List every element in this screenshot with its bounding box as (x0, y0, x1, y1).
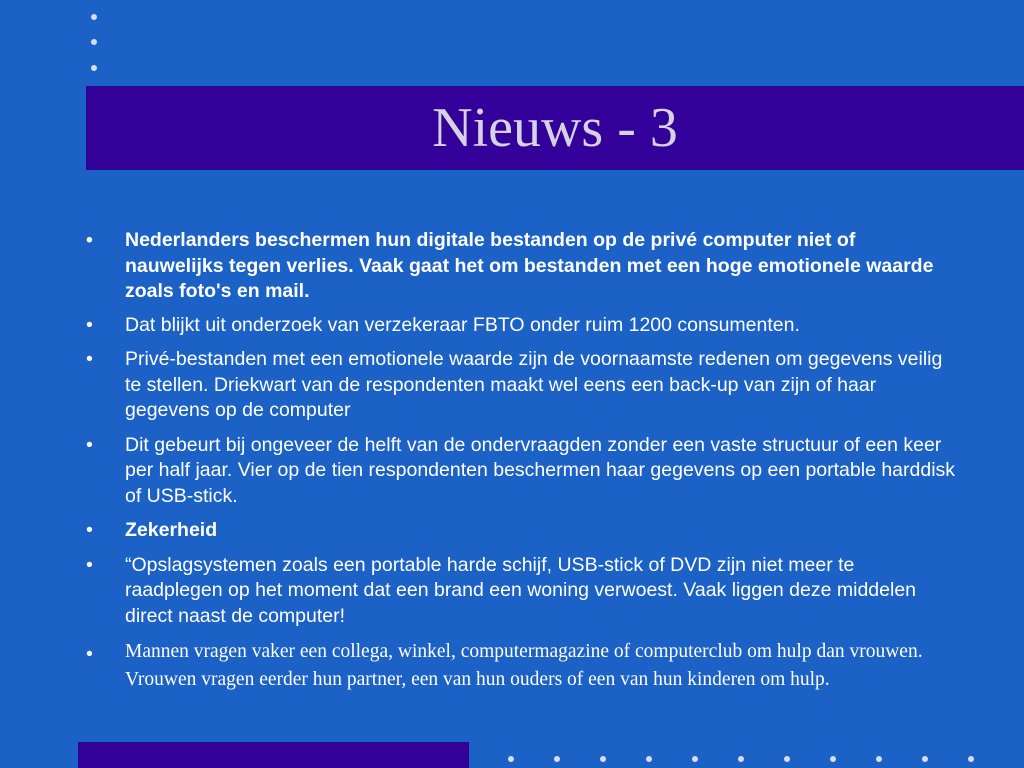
bullet-item (86, 313, 956, 339)
decor-dot (91, 65, 97, 71)
bullet-text: Mannen vragen vaker een collega, winkel, computermagazine of computerclub om hulp dan vrouwen. Vrouwen vragen eerder hun partner, een van hun ouders of een van hun kinderen om hulp. (125, 641, 923, 690)
bullet-item (86, 518, 956, 544)
decor-dot (922, 756, 928, 762)
bullet-text: “Opslagsystemen zoals een portable harde schijf, USB-stick of DVD zijn niet meer te raadplegen op het moment dat een brand een woning verwoest. Vaak liggen deze middelen direct naast de computer! (125, 553, 917, 627)
decor-dot (600, 756, 606, 762)
bullet-item (86, 638, 956, 694)
decor-dot (738, 756, 744, 762)
decor-dot (830, 756, 836, 762)
bullet-dot-icon: • (86, 643, 93, 665)
bullet-item (86, 553, 956, 630)
bullet-list (86, 228, 956, 694)
decor-dot (968, 756, 974, 762)
bullet-dot-icon: • (86, 433, 93, 456)
bullet-dot-icon: • (86, 348, 93, 370)
bullet-text: Zekerheid (125, 519, 218, 541)
bullet-dot-icon: • (86, 519, 93, 541)
bullet-text: Dat blijkt uit onderzoek van verzekeraar FBTO onder ruim 1200 consumenten. (125, 313, 800, 336)
title-band (86, 86, 1024, 170)
bullet-item (86, 433, 956, 510)
bottom-band (78, 742, 469, 768)
decor-dot (646, 756, 652, 762)
bullet-text: Privé-bestanden met een emotionele waarde zijn de voornaamste redenen om gegevens veilig te stellen. Driekwart van de respondenten maakt wel eens een back-up van zijn of haar gegevens op de computer (125, 348, 943, 421)
decor-dot (91, 14, 97, 20)
decor-dot (508, 756, 514, 762)
bullet-dot-icon: • (86, 313, 93, 336)
slide-title: Nieuws - 3 (432, 97, 678, 159)
bullet-item (86, 347, 956, 424)
bullet-text: Dit gebeurt bij ongeveer de helft van de ondervraagden zonder een vaste structuur of een keer per half jaar. Vier op de tien respondenten beschermen haar gegevens op een portable harddisk of USB-stick. (125, 433, 956, 507)
bullet-dot-icon: • (86, 229, 93, 251)
decor-dot (784, 756, 790, 762)
bullet-text: Nederlanders beschermen hun digitale bestanden op de privé computer niet of nauwelijks tegen verlies. Vaak gaat het om bestanden met een hoge emotionele waarde zoals foto's en mail. (125, 229, 934, 302)
bullet-dot-icon: • (86, 553, 93, 576)
decor-dot (876, 756, 882, 762)
decor-dot (91, 39, 97, 45)
decor-dot (554, 756, 560, 762)
decor-dot (692, 756, 698, 762)
bullet-item (86, 228, 956, 305)
